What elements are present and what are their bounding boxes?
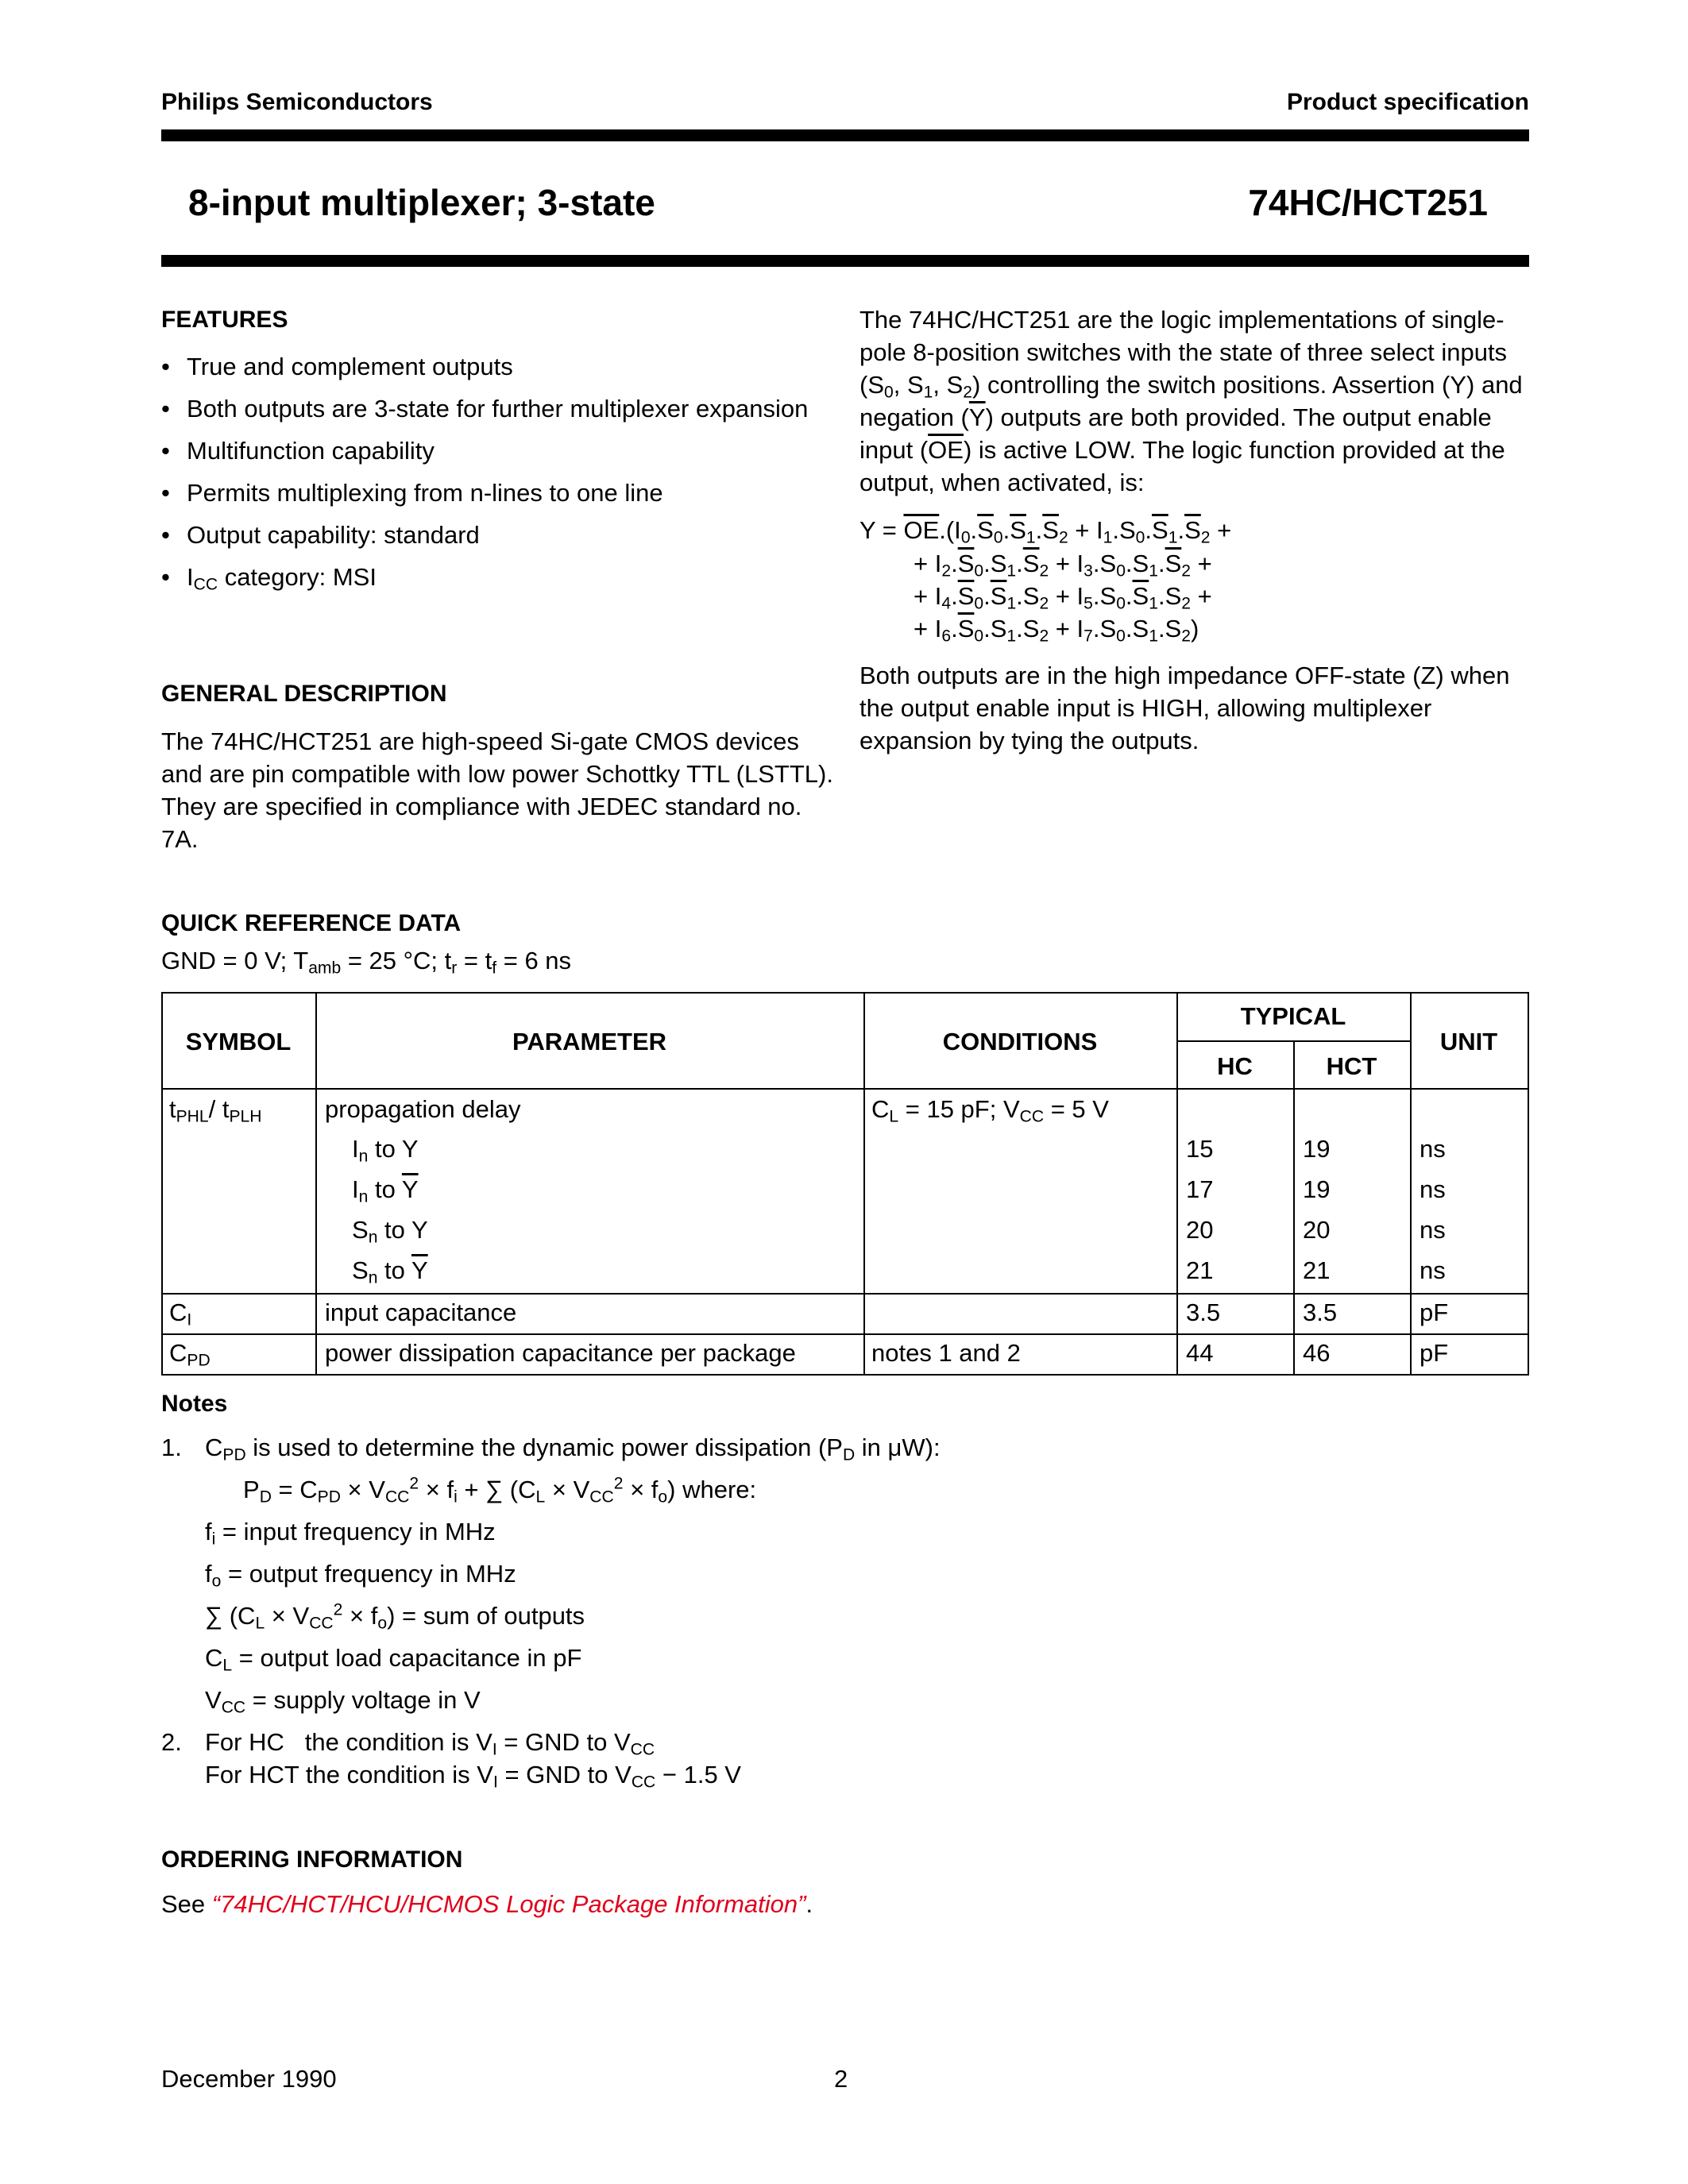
footer-date: December 1990 <box>161 2065 337 2093</box>
col-header-hc: HC <box>1217 1052 1253 1080</box>
quick-reference-table <box>161 992 1529 1376</box>
off-state-description: Both outputs are in the high impedance OFF-state (Z) when the output enable input is HIGH, allowing multiplexer expansion by tying the outputs. <box>859 662 1510 754</box>
qrd-heading: QUICK REFERENCE DATA <box>161 910 462 936</box>
note-1-vcc: $V_{CC}$ = supply voltage in V <box>205 1686 481 1717</box>
col-header-symbol: SYMBOL <box>185 1028 292 1055</box>
table-cell-hct: 19 <box>1303 1175 1331 1203</box>
col-header-parameter: PARAMETER <box>512 1028 667 1055</box>
table-cell-hct: 21 <box>1303 1256 1331 1284</box>
note-1-cl: $C_L$ = output load capacitance in pF <box>205 1644 582 1675</box>
feature-item: • Both outputs are 3-state for further multiplexer expansion <box>161 398 836 419</box>
logic-equation-line-1: $Y = \overline{OE}.(I_0.\overline{S}_0.\overline{S}_1.\overline{S}_2 + I_1.S_0.\overline{S}_1.\overline{S}_2$ + <box>859 516 1232 547</box>
note-1-number: 1. <box>161 1433 182 1461</box>
table-cell-conditions: $C_L = 15$ pF; $V_{CC} = 5$ V <box>871 1095 1109 1126</box>
general-description-text: The 74HC/HCT251 are high-speed Si-gate CMOS devices and are pin compatible with low power Schottky TTL (LSTTL). They are specified in compliance with JEDEC standard no. 7A. <box>161 727 833 853</box>
ordering-see: See <box>161 1890 206 1918</box>
package-info-link[interactable]: “74HC/HCT/HCU/HCMOS Logic Package Information” <box>211 1890 806 1918</box>
table-cell-parameter: propagation delay <box>325 1095 521 1123</box>
note-2-hc: For HC the condition is $V_I$ = GND to $V_{CC}$ <box>205 1728 655 1759</box>
note-2-number: 2. <box>161 1728 182 1756</box>
table-cell-unit: pF <box>1420 1339 1449 1367</box>
note-1-text: $C_{PD}$ is used to determine the dynamic power dissipation ($P_D$ in μW): <box>205 1433 941 1464</box>
note-1-formula: $P_D = C_{PD} \times V_{CC}^2 \times f_i$ + ∑ $(C_L \times V_{CC}^2 \times f_o)$ where: <box>243 1474 757 1507</box>
page-number: 2 <box>834 2065 848 2093</box>
col-header-conditions: CONDITIONS <box>942 1028 1098 1055</box>
part-number: 74HC/HCT251 <box>1248 182 1488 223</box>
function-description: The 74HC/HCT251 are the logic implementations of single-pole 8-position switches with the state of three select inputs ($S_0$, $S_1$, $S_2$) controlling the switch positions. Assertion (Y) and negation $(\overline{Y})$ outputs are both provided. The output enable input $(\overline{OE})$ is active LOW. The logic function provided at the output, when activated, is: <box>859 306 1523 496</box>
feature-item: • Permits multiplexing from n-lines to one line <box>161 482 836 504</box>
table-cell-hc: 3.5 <box>1186 1298 1221 1326</box>
feature-item: • Output capability: standard <box>161 524 836 546</box>
col-header-hct: HCT <box>1326 1052 1377 1080</box>
col-header-typical: TYPICAL <box>1240 1002 1346 1030</box>
note-1-fo: $f_o$ = output frequency in MHz <box>205 1560 516 1591</box>
page-title: 8-input multiplexer; 3-state <box>188 182 655 223</box>
title-rule <box>161 255 1529 267</box>
table-cell-parameter: $S_n$ to Y <box>352 1216 428 1247</box>
features-heading: FEATURES <box>161 307 288 333</box>
table-cell-hct: 19 <box>1303 1135 1331 1163</box>
features-list <box>161 353 836 608</box>
table-cell-hc: 20 <box>1186 1216 1214 1244</box>
table-cell-hc: 15 <box>1186 1135 1214 1163</box>
header-rule <box>161 129 1529 141</box>
note-1-sum: ∑ $(C_L \times V_{CC}^2 \times f_o)$ = sum of outputs <box>205 1600 585 1633</box>
table-cell-hct: 46 <box>1303 1339 1331 1367</box>
general-description-heading: GENERAL DESCRIPTION <box>161 681 447 707</box>
table-cell-unit: pF <box>1420 1298 1449 1326</box>
table-cell-symbol: $C_{PD}$ <box>169 1339 211 1370</box>
table-cell-unit: ns <box>1420 1216 1446 1244</box>
qrd-conditions: GND = 0 V; $T_{amb} = 25$ °C; $t_r = t_f = 6$ ns <box>161 947 572 978</box>
table-cell-unit: ns <box>1420 1175 1446 1203</box>
logic-equation-line-4: + $I_6.\overline{S}_0.S_1.S_2 + I_7.S_0.S_1.S_2$) <box>914 615 1199 646</box>
logic-equation-line-2: + $I_2.\overline{S}_0.S_1.\overline{S}_2 + I_3.S_0.S_1.\overline{S}_2$ + <box>914 550 1212 581</box>
table-cell-parameter: input capacitance <box>325 1298 517 1326</box>
logic-equation-line-3: + $I_4.\overline{S}_0.\overline{S}_1.S_2 + I_5.S_0.\overline{S}_1.S_2$ + <box>914 582 1212 613</box>
table-cell-parameter: $S_n$ to $\overline{Y}$ <box>352 1256 428 1287</box>
table-cell-hct: 20 <box>1303 1216 1331 1244</box>
note-2-hct: For HCT the condition is $V_I$ = GND to $V_{CC} - 1.5$ V <box>205 1761 741 1792</box>
ordering-heading: ORDERING INFORMATION <box>161 1846 463 1873</box>
table-cell-hct: 3.5 <box>1303 1298 1338 1326</box>
table-cell-symbol: $C_I$ <box>169 1298 192 1329</box>
document-type: Product specification <box>1286 89 1529 115</box>
feature-item: • $I_{CC}$ category: MSI <box>161 566 836 588</box>
ordering-period: . <box>805 1890 813 1918</box>
table-cell-hc: 17 <box>1186 1175 1214 1203</box>
table-cell-hc: 21 <box>1186 1256 1214 1284</box>
table-cell-hc: 44 <box>1186 1339 1214 1367</box>
col-header-unit: UNIT <box>1439 1028 1498 1055</box>
feature-item: • Multifunction capability <box>161 440 836 461</box>
company-name: Philips Semiconductors <box>161 89 433 115</box>
table-cell-unit: ns <box>1420 1256 1446 1284</box>
table-cell-parameter: power dissipation capacitance per package <box>325 1339 796 1367</box>
ordering-text <box>161 1890 813 1919</box>
table-cell-conditions: notes 1 and 2 <box>871 1339 1021 1367</box>
table-cell-symbol: $t_{PHL}/$ $t_{PLH}$ <box>169 1095 262 1126</box>
table-cell-parameter: $I_n$ to Y <box>352 1135 419 1166</box>
note-1-fi: $f_i$ = input frequency in MHz <box>205 1518 496 1549</box>
feature-item: • True and complement outputs <box>161 356 836 377</box>
table-cell-parameter: $I_n$ to $\overline{Y}$ <box>352 1175 419 1206</box>
table-cell-unit: ns <box>1420 1135 1446 1163</box>
notes-heading: Notes <box>161 1391 228 1417</box>
